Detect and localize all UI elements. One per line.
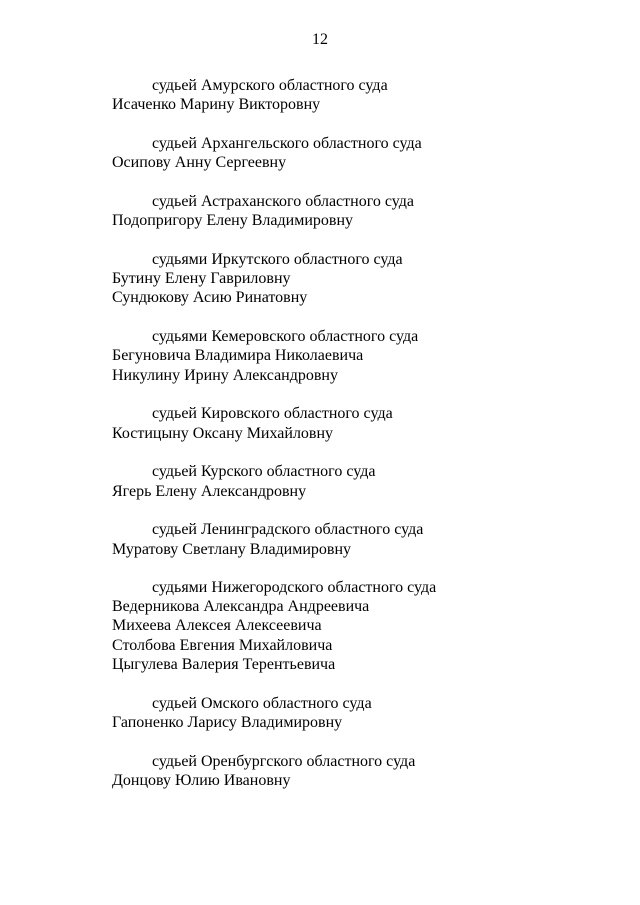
judge-name: Михеева Алексея Алексеевича [112, 617, 322, 634]
court-heading: судьями Нижегородского областного суда [152, 579, 437, 596]
court-heading: судьей Курского областного суда [152, 463, 376, 480]
court-heading: судьей Оренбургского областного суда [152, 753, 416, 770]
judge-name: Ведерникова Александра Андреевича [112, 598, 370, 615]
judge-name: Никулину Ирину Александровну [112, 367, 338, 384]
judge-name: Цыгулева Валерия Терентьевича [112, 656, 336, 673]
judge-name: Бегуновича Владимира Николаевича [112, 347, 364, 364]
page-number: 12 [312, 31, 328, 48]
court-heading: судьей Архангельского областного суда [152, 135, 422, 152]
court-heading: судьями Кемеровского областного суда [152, 328, 419, 345]
court-heading: судьей Омского областного суда [152, 695, 372, 712]
court-heading: судьями Иркутского областного суда [152, 251, 403, 268]
court-heading: судьей Ленинградского областного суда [152, 521, 424, 538]
judge-name: Сундюкову Асию Ринатовну [112, 289, 308, 306]
judge-name: Бутину Елену Гавриловну [112, 270, 291, 287]
judge-name: Столбова Евгения Михайловича [112, 637, 333, 654]
judge-name: Гапоненко Ларису Владимировну [112, 714, 343, 731]
judge-name: Ягерь Елену Александровну [112, 483, 307, 500]
judge-name: Подопригору Елену Владимировну [112, 212, 353, 229]
judge-name: Костицыну Оксану Михайловну [112, 425, 334, 442]
judge-name: Муратову Светлану Владимировну [112, 541, 352, 558]
judge-name: Донцову Юлию Ивановну [112, 772, 291, 789]
court-heading: судьей Амурского областного суда [152, 77, 388, 94]
judge-name: Осипову Анну Сергеевну [112, 154, 287, 171]
court-heading: судьей Астраханского областного суда [152, 193, 414, 210]
judge-name: Исаченко Марину Викторовну [112, 96, 321, 113]
court-heading: судьей Кировского областного суда [152, 405, 393, 422]
